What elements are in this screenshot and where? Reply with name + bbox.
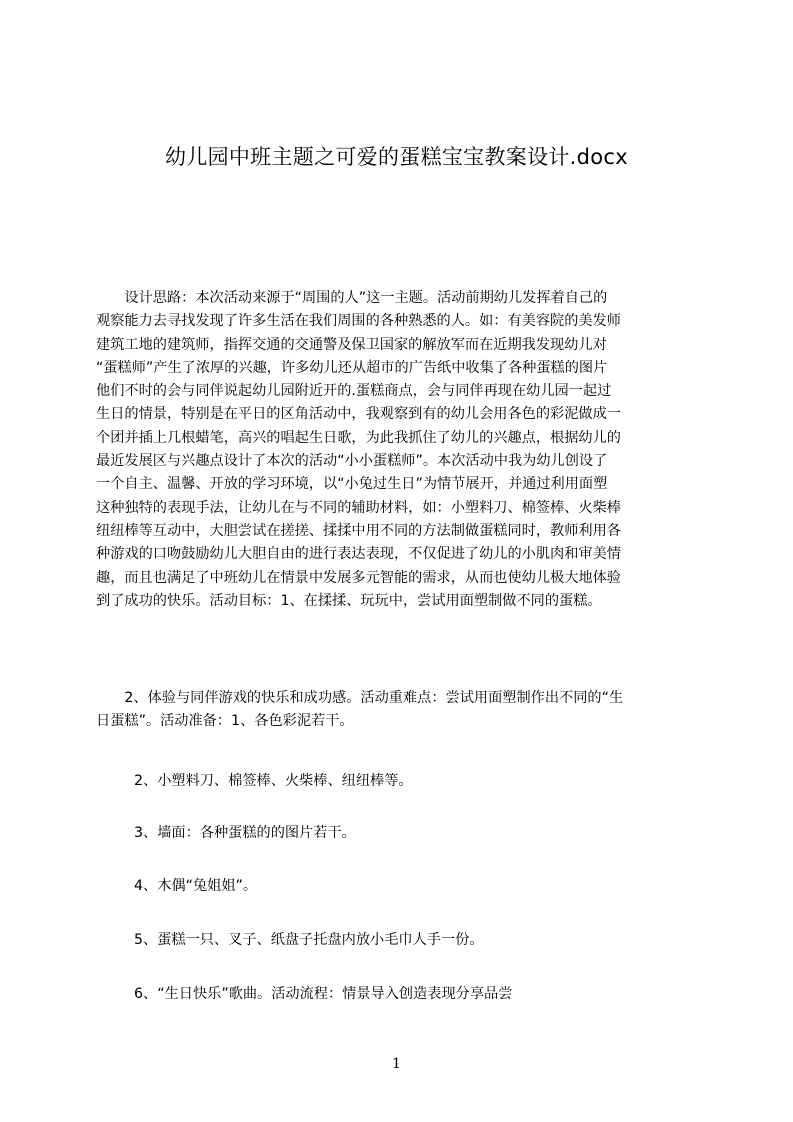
paragraph-line: 建筑工地的建筑师，指挥交通的交通警及保卫国家的解放军而在近期我发现幼儿对: [96, 336, 607, 353]
paragraph-line: “蛋糕师”产生了浓厚的兴趣，许多幼儿还从超市的广告纸中收集了各种蛋糕的图片: [96, 359, 608, 376]
paragraph-line: 生日的情景，特别是在平日的区角活动中，我观察到有的幼儿会用各色的彩泥做成一: [96, 406, 621, 423]
paragraph-line: 设计思路：本次活动来源于“周围的人”这一主题。活动前期幼儿发挥着自己的: [96, 290, 608, 306]
design-rationale-paragraph: [96, 287, 706, 613]
paragraph-line: 纽纽棒等互动中，大胆尝试在搓搓、揉揉中用不同的方法制做蛋糕同时，教师利用各: [96, 522, 621, 539]
paragraph-line: 这种独特的表现手法，让幼儿在与不同的辅助材料，如：小塑料刀、棉签棒、火柴棒: [96, 499, 621, 516]
paragraph-line: 日蛋糕”。活动准备：1、各色彩泥若干。: [96, 713, 354, 730]
paragraph-line: 趣，而且也满足了中班幼儿在情景中发展多元智能的需求，从而也使幼儿极大地体验: [96, 569, 621, 586]
goals-preparation-paragraph: [96, 687, 706, 734]
document-title: 幼儿园中班主题之可爱的蛋糕宝宝教案设计.docx: [164, 145, 629, 169]
preparation-item: 6、“生日快乐”歌曲。活动流程：情景导入创造表现分享品尝: [134, 986, 513, 1002]
preparation-item: 4、木偶“兔姐姐”。: [134, 878, 258, 894]
paragraph-line: 观察能力去寻找发现了许多生活在我们周围的各种熟悉的人。如：有美容院的美发师: [96, 313, 621, 330]
paragraph-line: 个团并插上几根蜡笔，高兴的唱起生日歌，为此我抓住了幼儿的兴趣点，根据幼儿的: [96, 429, 621, 446]
paragraph-line: 2、体验与同伴游戏的快乐和成功感。活动重难点：尝试用面塑制作出不同的“生: [96, 690, 624, 706]
paragraph-line: 到了成功的快乐。活动目标：1、在揉揉、玩玩中，尝试用面塑制做不同的蛋糕。: [96, 592, 602, 609]
paragraph-line: 一个自主、温馨、开放的学习环境，以“小兔过生日”为情节展开，并通过利用面塑: [96, 476, 608, 493]
page-number: 1: [392, 1056, 401, 1072]
paragraph-line: 最近发展区与兴趣点设计了本次的活动“小小蛋糕师”。本次活动中我为幼儿创设了: [96, 453, 608, 470]
preparation-item: 5、蛋糕一只、叉子、纸盘子托盘内放小毛巾人手一份。: [134, 932, 484, 948]
preparation-item: 2、小塑料刀、棉签棒、火柴棒、纽纽棒等。: [134, 773, 413, 789]
preparation-item: 3、墙面：各种蛋糕的的图片若干。: [134, 825, 356, 841]
paragraph-line: 种游戏的口吻鼓励幼儿大胆自由的进行表达表现，不仅促进了幼儿的小肌肉和审美情: [96, 546, 621, 563]
paragraph-line: 他们不时的会与同伴说起幼儿园附近开的.蛋糕商点，会与同伴再现在幼儿园一起过: [96, 383, 612, 400]
